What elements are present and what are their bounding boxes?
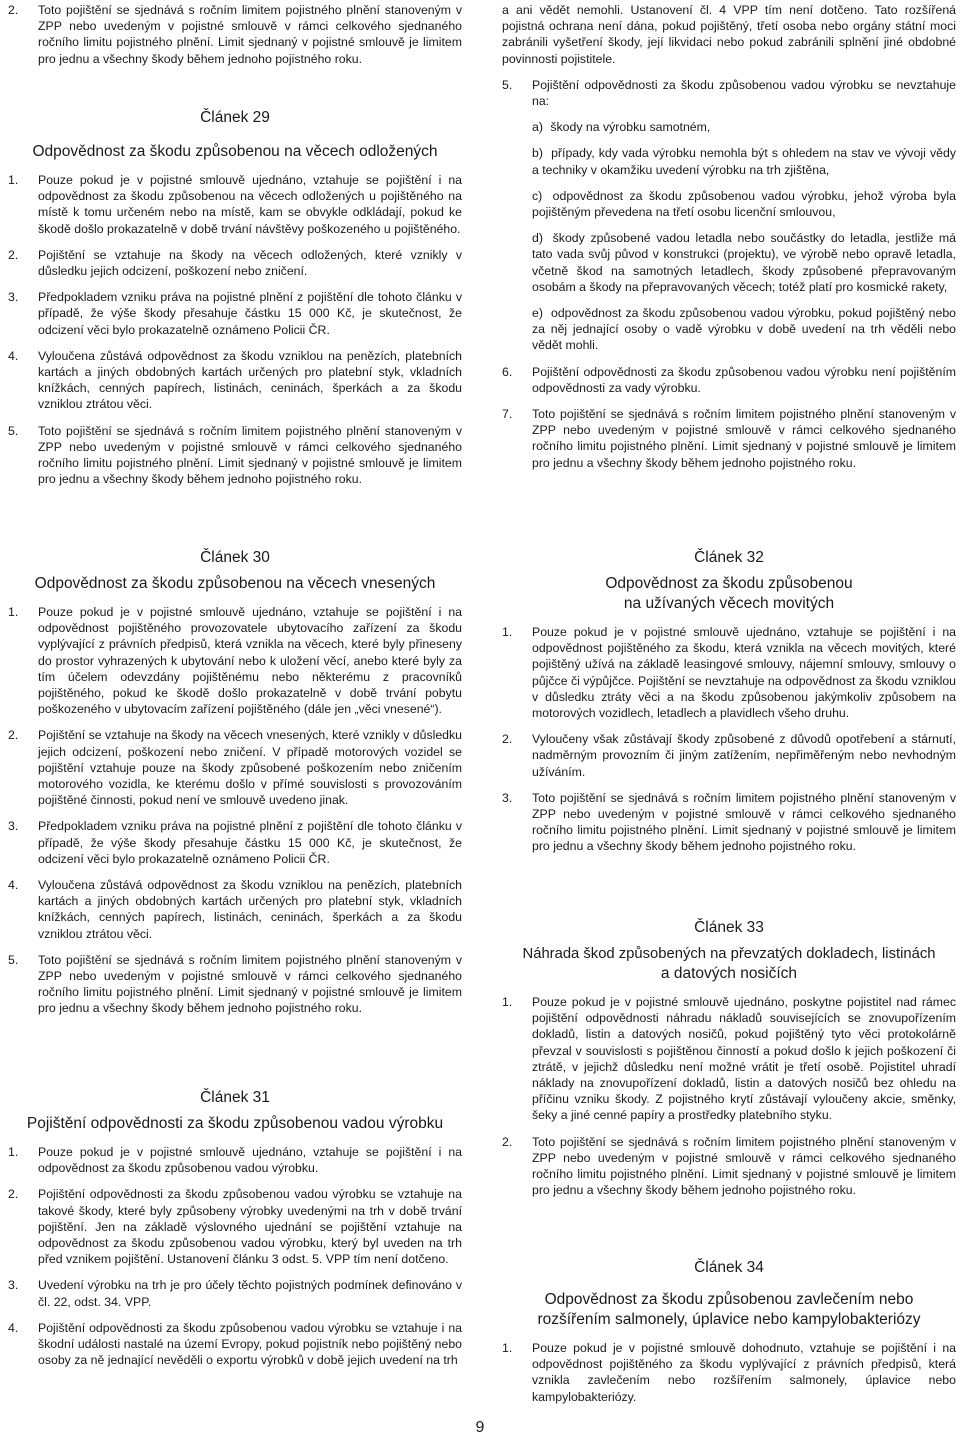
item-number: 5. xyxy=(8,952,19,967)
sub-item-label: a) xyxy=(532,120,543,135)
item-text: Uvedení výrobku na trh je pro účely těchto pojistných podmínek definováno v čl. 22, odst. 34. VPP. xyxy=(38,1278,462,1309)
sub-item xyxy=(532,230,956,295)
list-item xyxy=(502,364,956,396)
sub-item-label: b) xyxy=(532,146,543,161)
list-item xyxy=(8,247,462,279)
article-number: Článek 32 xyxy=(694,549,764,566)
article-title-line-1: Odpovědnost za škodu způsobenou xyxy=(605,575,853,592)
item-text: Pouze pokud je v pojistné smlouvě dohodnuto, vztahuje se pojištění i na odpovědnost pojištěného za škodu vyplývající z právních předpisů, která vznikla zavlečením nebo rozšířením salmonely, úplavice nebo kampylobakteriózy. xyxy=(532,1341,956,1404)
item-text: Pouze pokud je v pojistné smlouvě ujednáno, vztahuje se pojištění i na odpovědnost za škodu způsobenou vadou výrobku. xyxy=(38,1145,462,1176)
article-32 xyxy=(502,548,956,865)
item-text: Pojištění odpovědnosti za škodu způsobenou vadou výrobku se vztahuje i na škodní události nastalé na území Evropy, pokud pojistník nebo pojištěný nebo osoby za ně jednající nevěděli o exportu výrobků v době jejich uvedení na trh xyxy=(38,1320,462,1368)
article-33 xyxy=(502,918,956,1208)
item-text: Pouze pokud je v pojistné smlouvě ujednáno, vztahuje se pojištění i na odpovědnost za škodu způsobenou na věcech odložených u pojištěného na místě k tomu určeném nebo na místě, kam se obvykle odkládají, pokud ke škodě došlo prokazatelně v době trvání návštěvy poškozeného u pojištěného. xyxy=(38,173,462,236)
item-number: 5. xyxy=(502,77,513,92)
list-item xyxy=(502,1340,956,1405)
article-title-line-1: Odpovědnost za škodu způsobenou zavlečením nebo xyxy=(544,1291,914,1308)
item-text: Pojištění odpovědnosti za škodu způsobenou vadou výrobku se nevztahuje na: xyxy=(532,77,956,109)
item-text: Toto pojištění se sjednává s ročním limitem pojistného plnění stanoveným v ZPP nebo uvedeným v pojistné smlouvě v rámci celkového sjednaného ročního limitu pojistného plnění. Limit sjednaný v pojistné smlouvě je limitem pro jednu a všechny škody během jednoho pojistného roku. xyxy=(38,952,462,1016)
item-number: 2. xyxy=(8,3,19,17)
list-item xyxy=(502,731,956,780)
list-item xyxy=(8,1186,462,1267)
list-item xyxy=(8,348,462,413)
item-number: 3. xyxy=(8,1278,19,1293)
sub-item-label: e) xyxy=(532,306,543,321)
item-number: 7. xyxy=(502,407,513,422)
article-number: Článek 33 xyxy=(694,919,764,936)
list-item xyxy=(8,877,462,942)
item-number: 4. xyxy=(8,878,19,893)
sub-item-text: případy, kdy vada výrobku nemohla být s ohledem na stav ve vývoji vědy a techniky v okamžiku uvedení výrobku na trh zjištěna, xyxy=(532,146,956,177)
article-31 xyxy=(8,1088,462,1378)
article-title-line-2: na užívaných věcech movitých xyxy=(623,595,835,612)
item-text: Vyloučeny však zůstávají škody způsobené z důvodů opotřebení a stárnutí, nadměrným provozním či jiným zatížením, nepřiměřeným nebo nevhodným užíváním. xyxy=(532,732,956,779)
item-number: 2. xyxy=(8,1187,19,1202)
item-number: 2. xyxy=(502,1134,513,1149)
article-title: Odpovědnost za škodu způsobenou na věcech odložených xyxy=(32,143,438,160)
list-item xyxy=(8,727,462,808)
item-number: 1. xyxy=(502,625,513,639)
item-text: Pouze pokud je v pojistné smlouvě ujednáno, poskytne pojistitel nad rámec pojištění odpovědnosti náhradu nákladů souvisejících se znovupořízením dokladů, listin a datových nosičů, pokud pojištěný tyto věci protokolárně převzal v souvislosti s pojištěnou činností a pokud došlo k jejich poškození či ztrátě, v jejichž důsledku není možné vrátit je třetí osobě. Pojistitel uhradí náklady na znovupořízení dokladů, listin a datových nosičů bez ohledu na příčinu vzniku škody. Z pojistného krytí zůstávají vyloučeny akcie, směnky, šeky a jiné cenné papíry a prostředky platebního styku. xyxy=(532,995,956,1123)
item-number: 3. xyxy=(502,790,513,805)
list-item xyxy=(8,1144,462,1176)
item-number: 2. xyxy=(8,728,19,743)
list-item xyxy=(8,2,462,67)
sub-item-text: škody způsobené vadou letadla nebo součástky do letadla, jestliže má tato vada svůj původ v konstrukci (projektu), ve výrobě nebo opravě letadla, včetně škod na samotných letadlech, škody způsobené přepravovaným osobám a škody na přepravovaných věcech; totéž platí pro kosmické rakety, xyxy=(532,231,956,294)
article-number: Článek 34 xyxy=(694,1259,764,1276)
article-title: Odpovědnost za škodu způsobenou na věcech vnesených xyxy=(34,575,436,592)
item-text: Vyloučena zůstává odpovědnost za škodu vzniklou na penězích, platebních kartách a jiných obdobných kartách určených pro platební styk, vkladních knížkách, cenných papírech, listinách, ceninách, šperkách a za škodu vzniklou ztrátou věci. xyxy=(38,878,462,941)
item-text: Předpokladem vzniku práva na pojistné plnění z pojištění dle tohoto článku v případě, že výše škody přesahuje částku 15 000 Kč, je skutečnost, že odcizení věci bylo prokazatelně oznámeno Policii ČR. xyxy=(38,819,462,866)
sub-item xyxy=(532,119,956,135)
article-29 xyxy=(8,108,462,497)
item-number: 3. xyxy=(8,819,19,834)
item-number: 1. xyxy=(8,605,19,619)
list-item xyxy=(8,1277,462,1309)
sub-item-text: odpovědnost za škodu způsobenou vadou výrobku, pokud pojištěný nebo za něj jednající osoby o vadě výrobku v době uvedení na trh věděli nebo vědět mohli. xyxy=(532,306,957,353)
item-number: 6. xyxy=(502,364,513,379)
sub-item xyxy=(532,145,956,177)
item-number: 3. xyxy=(8,290,19,305)
article-title-line-1: Náhrada škod způsobených na převzatých dokladech, listinách xyxy=(522,946,936,962)
list-item xyxy=(502,77,956,109)
sub-item-label: d) xyxy=(532,231,543,246)
item-text: Vyloučena zůstává odpovědnost za škodu vzniklou na penězích, platebních kartách a jiných obdobných kartách určených pro platební styk, vkladních knížkách, cenných papírech, listinách, ceninách, šperkách a za škodu vzniklou ztrátou věci. xyxy=(38,348,462,412)
item-number: 1. xyxy=(502,1341,513,1355)
list-item xyxy=(502,624,956,721)
article-title-line-2: a datových nosičích xyxy=(660,965,798,982)
sub-item xyxy=(532,305,956,354)
list-item xyxy=(8,952,462,1017)
page-number: 9 xyxy=(475,1419,485,1436)
article-34 xyxy=(502,1258,956,1415)
list-item xyxy=(502,994,956,1124)
article-30 xyxy=(8,548,462,1027)
item-text: Pojištění se vztahuje na škody na věcech vnesených, které vznikly v důsledku jejich odcizení, poškození nebo zničení. V případě motorových vozidel se pojištění vztahuje pouze na škody způsobené poškozením nebo zničením motorového vozidla, ke kterému došlo v přímé souvislosti s provozováním pojištěné činnosti, pokud není ve smlouvě uvedeno jinak. xyxy=(38,728,462,808)
article-title: Pojištění odpovědnosti za škodu způsobenou vadou výrobku xyxy=(26,1115,444,1132)
item-number: 1. xyxy=(502,995,513,1009)
top-right-column xyxy=(502,2,956,481)
item-text: Pojištění odpovědnosti za škodu způsobenou vadou výrobku se vztahuje na takové škody, které byly způsobeny výrobky uvedenými na trh v době trvání pojištění. Jen na základě výslovného ujednání se pojištění vztahuje na odpovědnost za škodu způsobenou vadou výrobku, který byl uveden na trh před vznikem pojištění. Ustanovení článku 3 odst. 5. VPP tím není dotčeno. xyxy=(38,1187,462,1267)
item-number: 1. xyxy=(8,173,19,187)
article-number: Článek 29 xyxy=(200,109,270,126)
item-text: Pouze pokud je v pojistné smlouvě ujednáno, vztahuje se pojištění i na odpovědnost pojištěného provozovatele ubytovacího zařízení za škodu vyplývající z právních předpisů, která vznikla na věcech, které byly přineseny do prostor vyhrazených k ubytování nebo k uložení věcí, anebo které byly za tím účelem odevzdány pojištěnému nebo některému z pracovníků pojištěného, pokud ke škodě došlo prokazatelně v době trvání pobytu poškozeného v ubytovacím zařízení pojištěného (dále jen „věci vnesené“). xyxy=(38,605,462,717)
list-item xyxy=(8,1320,462,1369)
sub-item-text: škody na výrobku samotném, xyxy=(550,120,711,135)
article-title-line-2: rozšířením salmonely, úplavice nebo kampylobakteriózy xyxy=(537,1311,921,1328)
item-number: 1. xyxy=(8,1145,19,1159)
list-item xyxy=(502,790,956,855)
list-item xyxy=(502,1134,956,1199)
list-item xyxy=(8,172,462,237)
item-text: Toto pojištění se sjednává s ročním limitem pojistného plnění stanoveným v ZPP nebo uvedeným v pojistné smlouvě v rámci celkového sjednaného ročního limitu pojistného plnění. Limit sjednaný v pojistné smlouvě je limitem pro jednu a všechny škody během jednoho pojistného roku. xyxy=(532,407,956,470)
item-text: Toto pojištění se sjednává s ročním limitem pojistného plnění stanoveným v ZPP nebo uvedeným v pojistné smlouvě v rámci celkového sjednaného ročního limitu pojistného plnění. Limit sjednaný v pojistné smlouvě je limitem pro jednu a všechny škody během jednoho pojistného roku. xyxy=(532,1134,956,1198)
article-number: Článek 30 xyxy=(200,549,270,566)
item-number: 5. xyxy=(8,423,19,438)
list-item xyxy=(8,818,462,867)
item-text: Pojištění odpovědnosti za škodu způsobenou vadou výrobku není pojištěním odpovědnosti za vady výrobku. xyxy=(532,364,956,395)
sub-item xyxy=(532,188,956,220)
item-number: 4. xyxy=(8,348,19,363)
item-text: Předpokladem vzniku práva na pojistné plnění z pojištění dle tohoto článku v případě, že výše škody přesahuje částku 15 000 Kč, je skutečnost, že odcizení věci bylo prokazatelně oznámeno Policii ČR. xyxy=(38,290,462,337)
list-item xyxy=(8,423,462,488)
item-text: Toto pojištění se sjednává s ročním limitem pojistného plnění stanoveným v ZPP nebo uvedeným v pojistné smlouvě v rámci celkového sjednaného ročního limitu pojistného plnění. Limit sjednaný v pojistné smlouvě je limitem pro jednu a všechny škody během jednoho pojistného roku. xyxy=(532,790,956,854)
sub-item-label: c) xyxy=(532,188,543,203)
item-number: 4. xyxy=(8,1320,19,1335)
item-number: 2. xyxy=(8,247,19,262)
list-item xyxy=(8,289,462,338)
sub-item-text: odpovědnost za škodu způsobenou vadou výrobku, jehož výroba byla pojištěným převedena na třetí osobu licenční smlouvou, xyxy=(532,188,956,220)
article-number: Článek 31 xyxy=(200,1089,270,1106)
continuation-text: a ani vědět nemohli. Ustanovení čl. 4 VPP tím není dotčeno. Tato rozšířená pojistná ochrana není dána, pokud pojištěný, třetí osoba nebo orgány státní moci zabránili vyšetření škody, její likvidaci nebo pokud zabránili splnění jiné obdobné povinnosti pojistitele. xyxy=(502,3,956,66)
top-left-column xyxy=(8,2,462,77)
list-item xyxy=(8,604,462,717)
list-item xyxy=(502,406,956,471)
item-text: Pouze pokud je v pojistné smlouvě ujednáno, vztahuje se pojištění i na odpovědnost pojištěného za škodu, která vznikla na věcech movitých, které pojištěný užívá na základě leasingové smlouvy, nájemní smlouvy, smlouvy o půjčce či výpůjčce. Pojištění se nevztahuje na odpovědnost za škodu vzniklou v důsledku ztráty věci a na škodu způsobenou jakýmkoliv způsobem na motorových vozidlech, letadlech a plavidlech všeho druhu. xyxy=(532,625,956,721)
item-text: Toto pojištění se sjednává s ročním limitem pojistného plnění stanoveným v ZPP nebo uvedeným v pojistné smlouvě v rámci celkového sjednaného ročního limitu pojistného plnění. Limit sjednaný v pojistné smlouvě je limitem pro jednu a všechny škody během jednoho pojistného roku. xyxy=(38,3,462,66)
item-text: Toto pojištění se sjednává s ročním limitem pojistného plnění stanoveným v ZPP nebo uvedeným v pojistné smlouvě v rámci celkového sjednaného ročního limitu pojistného plnění. Limit sjednaný v pojistné smlouvě je limitem pro jednu a všechny škody během jednoho pojistného roku. xyxy=(38,423,462,487)
item-text: Pojištění se vztahuje na škody na věcech odložených, které vznikly v důsledku jejich odcizení, poškození nebo zničení. xyxy=(38,247,462,279)
item-number: 2. xyxy=(502,732,513,747)
